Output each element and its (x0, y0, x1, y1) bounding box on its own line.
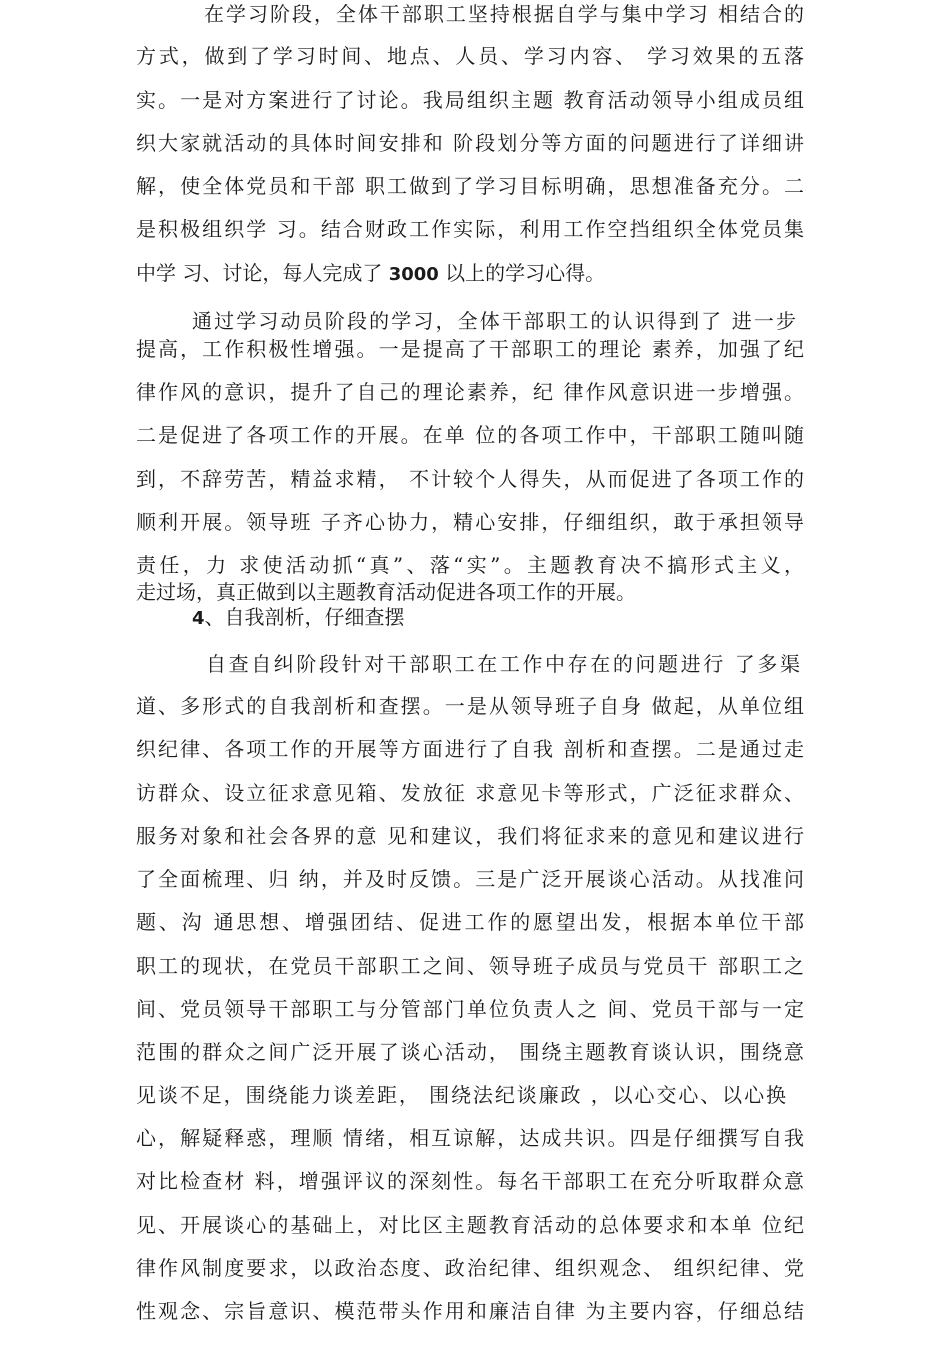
paragraph2-line-1: 通过学习动员阶段的学习，全体干部职工的认识得到了 进一步 (192, 309, 796, 333)
paragraph2-line-6: 顺利开展。领导班 子齐心协力，精心安排，仔细组织，敢于承担领导 (136, 510, 804, 534)
paragraph3-line-8: 职工的现状，在党员干部职工之间、领导班子成员与党员干 部职工之 (136, 954, 804, 978)
paragraph1-line-5: 解，使全体党员和干部 职工做到了学习目标明确，思想准备充分。二 (136, 174, 804, 198)
paragraph2-line-4: 二是促进了各项工作的开展。在单 位的各项工作中，干部职工随叫随 (136, 423, 804, 447)
section-heading-text: 、自我剖析，仔细查摆 (204, 605, 405, 629)
paragraph3-line-3: 织纪律、各项工作的开展等方面进行了自我 剖析和查摆。二是通过走 (136, 737, 804, 761)
paragraph3-line-13: 对比检查材 料，增强评议的深刻性。每名干部职工在充分听取群众意 (136, 1169, 804, 1193)
paragraph3-line-6: 了全面梳理、归 纳，并及时反馈。三是广泛开展谈心活动。从找准问 (136, 867, 804, 891)
paragraph3-line-4: 访群众、设立征求意见箱、发放征 求意见卡等形式，广泛征求群众、 (136, 781, 804, 805)
paragraph3-line-7: 题、沟 通思想、增强团结、促进工作的愿望出发，根据本单位干部 (136, 910, 804, 934)
section-heading-number: 4 (192, 608, 205, 629)
paragraph1-line-4: 织大家就活动的具体时间安排和 阶段划分等方面的问题进行了详细讲 (136, 131, 804, 155)
paragraph3-line-1: 自查自纠阶段针对干部职工在工作中存在的问题进行 了多渠 (206, 652, 800, 676)
paragraph3-line-11: 见谈不足，围绕能力谈差距， 围绕法纪谈廉政 ，以心交心、以心换 (136, 1083, 786, 1107)
paragraph3-line-9: 间、党员领导干部职工与分管部门单位负责人之 间、党员干部与一定 (136, 997, 804, 1021)
paragraph1-line-7 (136, 259, 804, 287)
paragraph2-line-8: 走过场，真正做到以主题教育活动促进各项工作的开展。 (136, 580, 636, 604)
paragraph2-line-7: 责任，力 求使活动抓“真”、落“实”。主题教育决不搞形式主义， (136, 553, 804, 577)
paragraph1-line-6: 是积极组织学 习。结合财政工作实际，利用工作空挡组织全体党员集 (136, 217, 804, 241)
paragraph1-line-1: 在学习阶段，全体干部职工坚持根据自学与集中学习 相结合的 (204, 2, 804, 26)
paragraph2-line-3: 律作风的意识，提升了自己的理论素养，纪 律作风意识进一步增强。 (136, 380, 804, 404)
paragraph1-line-7-after: 以上的学习心得。 (438, 261, 606, 285)
paragraph1-line-2: 方式，做到了学习时间、地点、人员、学习内容、 学习效果的五落 (136, 44, 804, 68)
paragraph3-line-12: 心，解疑释惑，理顺 情绪，相互谅解，达成共识。四是仔细撰写自我 (136, 1126, 804, 1150)
paragraph2-line-5: 到，不辞劳苦，精益求精， 不计较个人得失，从而促进了各项工作的 (136, 467, 804, 491)
paragraph3-line-16: 性观念、宗旨意识、模范带头作用和廉洁自律 为主要内容，仔细总结 (136, 1299, 804, 1323)
paragraph3-line-5: 服务对象和社会各界的意 见和建议，我们将征求来的意见和建议进行 (136, 824, 804, 848)
paragraph3-line-10: 范围的群众之间广泛开展了谈心活动， 围绕主题教育谈认识，围绕意 (136, 1040, 804, 1064)
paragraph3-line-15: 律作风制度要求，以政治态度、政治纪律、组织观念、 组织纪律、党 (136, 1256, 804, 1280)
paragraph1-number: 3000 (388, 264, 439, 285)
section-heading (192, 603, 405, 631)
paragraph3-line-2: 道、多形式的自我剖析和查摆。一是从领导班子自身 做起，从单位组 (136, 694, 804, 718)
paragraph2-line-2: 提高，工作积极性增强。一是提高了干部职工的理论 素养，加强了纪 (136, 337, 804, 361)
paragraph1-line-3: 实。一是对方案进行了讨论。我局组织主题 教育活动领导小组成员组 (136, 88, 804, 112)
paragraph3-line-14: 见、开展谈心的基础上，对比区主题教育活动的总体要求和本单 位纪 (136, 1213, 804, 1237)
paragraph1-line-7-before: 中学 习、讨论，每人完成了 (136, 261, 389, 285)
